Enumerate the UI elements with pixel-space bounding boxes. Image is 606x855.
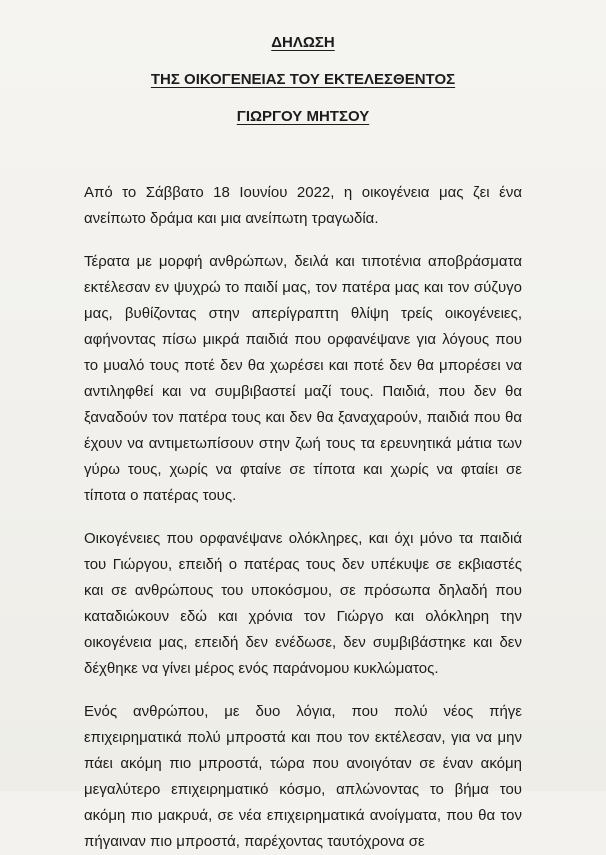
heading-name: ΓΙΩΡΓΟΥ ΜΗΤΣΟΥ — [236, 108, 370, 125]
heading-subtitle: ΤΗΣ ΟΙΚΟΓΕΝΕΙΑΣ ΤΟΥ ΕΚΤΕΛΕΣΘΕΝΤΟΣ — [150, 71, 456, 88]
heading-title: ΔΗΛΩΣΗ — [271, 34, 335, 51]
paragraph-4: Ενός ανθρώπου, με δυο λόγια, που πολύ νέος πήγε επιχειρηματικά πολύ μπροστά και που τον εκτέλεσαν, για να μην πάει ακόμη πιο μπροστά, τώρα που ανοιγόταν σε έναν ακόμη μεγαλύτερο επιχειρηματικό κόσμο, απλώνοντας το βήμα του ακόμη πιο μακρυά, σε νέα επιχειρηματικά ανοίγματα, που θα τον πήγαιναν πιο μπροστά, παρέχοντας ταυτόχρονα σε — [84, 703, 522, 850]
paragraph-2: Τέρατα με μορφή ανθρώπων, δειλά και τιποτένια αποβράσματα εκτέλεσαν εν ψυχρώ το παιδί μας, τον πατέρα μας και τον σύζυγο μας, βυθίζοντας στην απερίγραπτη θλίψη τρείς οικογένειες, αφήνοντας πίσω μικρά παιδιά που ορφανέψανε για λόγους που το μυαλό τους ποτέ δεν θα χωρέσει και ποτέ δεν θα μπορέσει να αντιληφθεί και να συμβιβαστεί μαζί τους. Παιδιά, που δεν θα ξαναδούν τον πατέρα τους και δεν θα ξαναχαρούν, παιδιά που θα έχουν να αντιμετωπίσουν στην ζωή τους τα ερευνητικά μάτια των γύρω τους, χωρίς να φταίνε σε τίποτα και χωρίς να φταίει σε τίποτα ο πατέρας τους. — [84, 253, 522, 504]
statement-heading — [84, 34, 522, 126]
statement-body — [84, 180, 522, 855]
paragraph-1: Από το Σάββατο 18 Ιουνίου 2022, η οικογένεια μας ζει ένα ανείπωτο δράμα και μια ανείπωτη τραγωδία. — [84, 184, 522, 227]
paragraph-3: Οικογένειες που ορφανέψανε ολόκληρες, και όχι μόνο τα παιδιά του Γιώργου, επειδή ο πατέρας τους δεν υπέκυψε σε εκβιαστές και σε ανθρώπους του υποκόσμου, σε πρόσωπα δηλαδή που καταδιώκουν εδώ και χρόνια τον Γιώργο και ολόκληρη την οικογένεια μας, επειδή δεν ενέδωσε, δεν συμβιβάστηκε και δεν δέχθηκε να γίνει μέρος ενός παράνομου κυκλώματος. — [84, 530, 522, 677]
